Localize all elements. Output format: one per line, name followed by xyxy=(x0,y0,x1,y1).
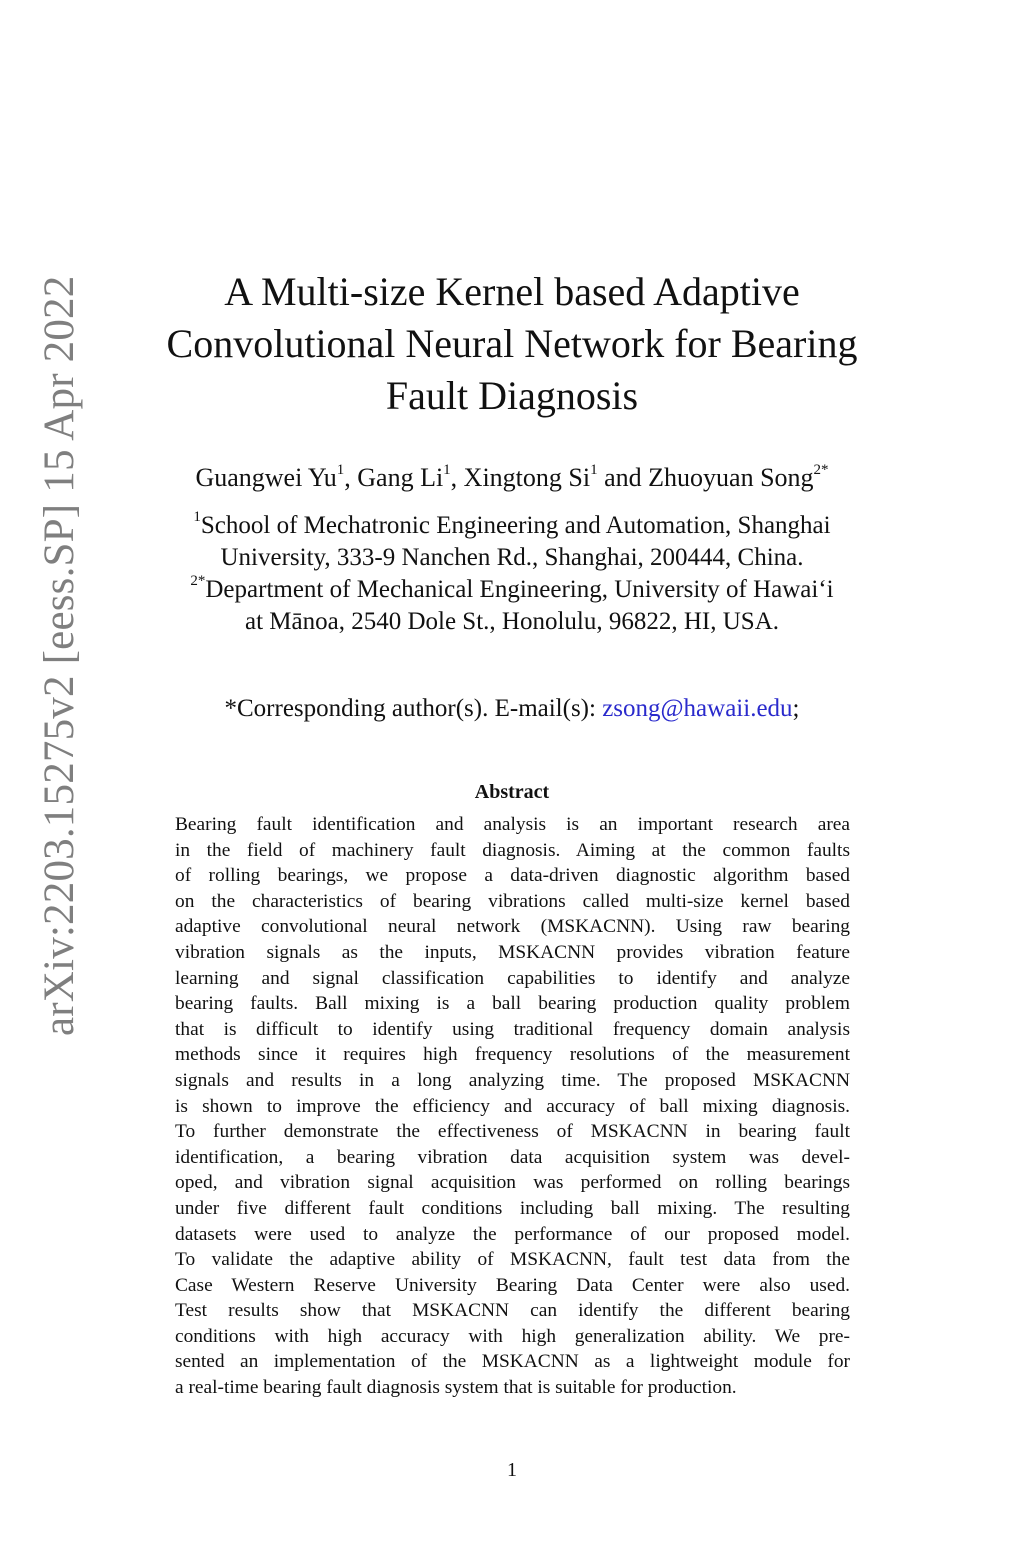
page-number: 1 xyxy=(507,1459,517,1481)
author-separator: and xyxy=(597,463,649,492)
corresponding-author-suffix: ; xyxy=(792,695,800,722)
author-name: Zhuoyuan Song xyxy=(648,463,814,492)
author-name: Gang Li xyxy=(357,463,444,492)
abstract-line: methods since it requires high frequency resolutions of the measurement xyxy=(175,1044,850,1066)
abstract-line: learning and signal classification capabilities to identify and analyze xyxy=(175,967,850,989)
abstract-line: vibration signals as the inputs, MSKACNN provides vibration feature xyxy=(175,941,850,963)
title-line: Convolutional Neural Network for Bearing xyxy=(166,321,858,366)
author-affiliation-mark: 1 xyxy=(443,462,451,478)
author-separator: , xyxy=(450,463,464,492)
affiliation-1-line xyxy=(100,510,924,542)
abstract-heading: Abstract xyxy=(474,781,550,803)
corresponding-author-label: *Corresponding author(s). E-mail(s): xyxy=(224,695,603,722)
abstract-line: that is difficult to identify using traditional frequency domain analysis xyxy=(175,1018,850,1040)
affiliation-2-text: Department of Mechanical Engineering, University of Hawaiʻi xyxy=(205,576,834,603)
abstract-line: signals and results in a long analyzing time. The proposed MSKACNN xyxy=(175,1069,850,1091)
author-affiliation-mark: 1 xyxy=(590,462,598,478)
abstract-line: Bearing fault identification and analysis is an important research area xyxy=(175,814,850,835)
abstract-line: datasets were used to analyze the performance of our proposed model. xyxy=(175,1223,850,1245)
abstract-line: of rolling bearings, we propose a data-driven diagnostic algorithm based xyxy=(175,865,850,887)
affiliation-1-text: School of Mechatronic Engineering and Automation, Shanghai xyxy=(200,512,831,539)
author-name: Xingtong Si xyxy=(463,463,591,492)
abstract-body xyxy=(175,812,850,1401)
title-line: Fault Diagnosis xyxy=(385,373,639,418)
affiliation-2-line: at Mānoa, 2540 Dole St., Honolulu, 96822, HI, USA. xyxy=(245,608,779,635)
author-affiliation-mark: 2* xyxy=(813,462,829,478)
abstract-line: under five different fault conditions including ball mixing. The resulting xyxy=(175,1197,850,1219)
abstract-line: oped, and vibration signal acquisition was performed on rolling bearings xyxy=(175,1172,850,1194)
affiliation-1-line: University, 333-9 Nanchen Rd., Shanghai, 200444, China. xyxy=(220,544,804,571)
arxiv-identifier-stamp: arXiv:2203.15275v2 [eess.SP] 15 Apr 2022 xyxy=(36,275,83,1036)
abstract-line: in the field of machinery fault diagnosis. Aiming at the common faults xyxy=(175,839,850,861)
affiliation-2-mark: 2* xyxy=(190,573,206,589)
abstract-line: conditions with high accuracy with high generalization ability. We pre- xyxy=(175,1325,850,1347)
author-list xyxy=(100,460,924,496)
abstract-line: on the characteristics of bearing vibrations called multi-size kernel based xyxy=(175,890,850,912)
abstract-line: Test results show that MSKACNN can identify the different bearing xyxy=(175,1300,850,1322)
abstract-line: adaptive convolutional neural network (MSKACNN). Using raw bearing xyxy=(175,916,850,938)
title-line: A Multi-size Kernel based Adaptive xyxy=(224,269,800,314)
paper-title xyxy=(110,266,914,422)
abstract-line: sented an implementation of the MSKACNN as a lightweight module for xyxy=(175,1351,850,1373)
abstract-line: Case Western Reserve University Bearing Data Center were also used. xyxy=(175,1274,850,1296)
abstract-line: is shown to improve the efficiency and accuracy of ball mixing diagnosis. xyxy=(175,1095,850,1117)
corresponding-author xyxy=(100,692,924,726)
abstract-line: identification, a bearing vibration data acquisition system was devel- xyxy=(175,1146,850,1168)
author-name: Guangwei Yu xyxy=(195,463,337,492)
abstract-line: a real-time bearing fault diagnosis system that is suitable for production. xyxy=(175,1377,737,1399)
abstract-line: To validate the adaptive ability of MSKACNN, fault test data from the xyxy=(175,1249,850,1271)
affiliations xyxy=(100,510,924,638)
author-separator: , xyxy=(344,463,358,492)
affiliation-1-mark: 1 xyxy=(193,509,201,525)
affiliation-2-line xyxy=(100,574,924,606)
email-link[interactable]: zsong@hawaii.edu xyxy=(602,695,793,722)
abstract-line: bearing faults. Ball mixing is a ball bearing production quality problem xyxy=(175,993,850,1015)
abstract-line: To further demonstrate the effectiveness of MSKACNN in bearing fault xyxy=(175,1121,850,1143)
author-affiliation-mark: 1 xyxy=(336,462,345,478)
